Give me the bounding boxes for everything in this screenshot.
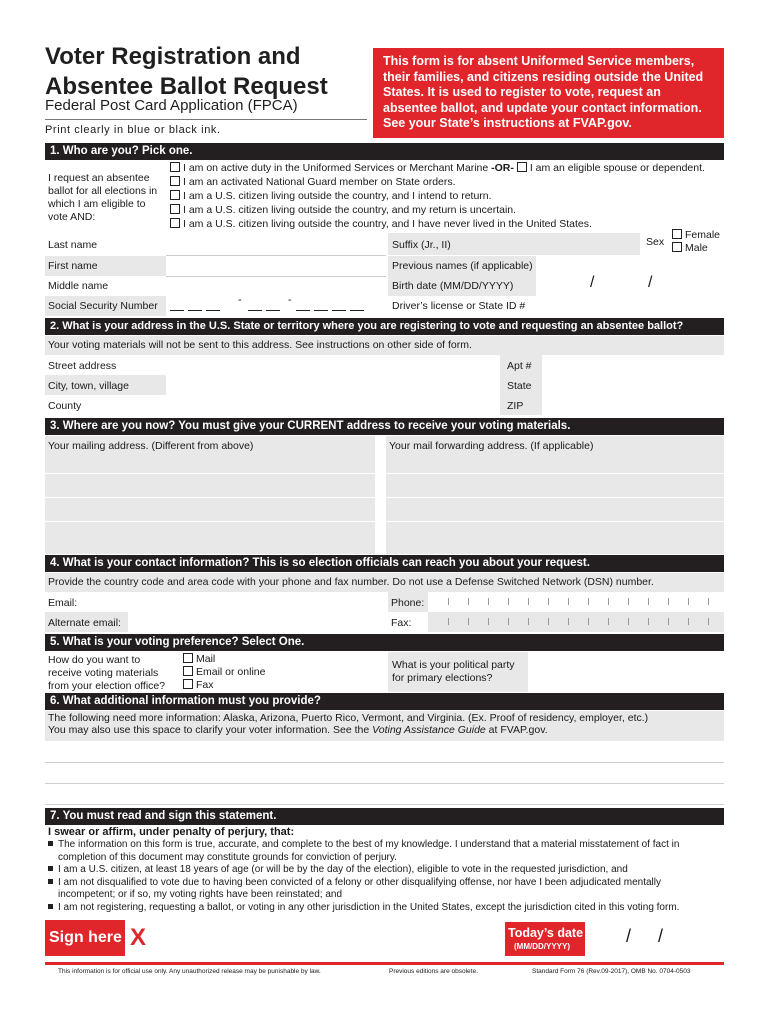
city-input[interactable] [166, 375, 500, 395]
forwarding-line-1 [386, 473, 724, 474]
forwarding-address-box[interactable] [386, 436, 724, 554]
option-row-2 [170, 176, 456, 189]
national-guard-label: I am an activated National Guard member on State orders. [183, 176, 456, 188]
section-6-line-2a: You may also use this space to clarify your voter information. See the [48, 724, 373, 736]
state-label: State [507, 380, 532, 392]
page-title [45, 42, 328, 102]
first-name-input[interactable] [166, 256, 386, 276]
statement-3: I am not disqualified to vote due to having been convicted of a felony or other disqualifying offense, nor have I been adjudicated mentally incompetent; or if so, my voting rights have been reinstated; and [58, 876, 661, 900]
additional-info-line-2 [45, 783, 724, 784]
ssn-digit-4 [248, 310, 262, 311]
license-input[interactable] [536, 296, 724, 316]
ssn-digit-7 [314, 310, 328, 311]
female-option [672, 229, 720, 242]
section-6-line-1: The following need more information: Alaska, Arizona, Puerto Rico, Vermont, and Virginia. (Ex. Proof of residency, employer, etc.) [48, 712, 649, 724]
spouse-checkbox[interactable] [517, 162, 527, 172]
email-label: Email: [48, 597, 78, 609]
section-2-heading: 2. What is your address in the U.S. State or territory where you are registering to vote and requesting an absentee ballot? [45, 318, 724, 335]
return-uncertain-checkbox[interactable] [170, 204, 180, 214]
zip-label: ZIP [507, 400, 524, 412]
statement-item [48, 839, 718, 864]
voting-preference-question: How do you want to receive voting materials from your election office? [48, 654, 166, 692]
male-option [672, 242, 708, 255]
county-input[interactable] [166, 395, 500, 415]
active-duty-label: I am on active duty in the Uniformed Services or Merchant Marine [183, 162, 489, 174]
never-lived-label: I am a U.S. citizen living outside the country, and I have never lived in the United States. [183, 218, 592, 230]
city-label: City, town, village [48, 380, 129, 392]
birth-date-label: Birth date (MM/DD/YYYY) [392, 280, 514, 292]
party-input[interactable] [528, 652, 724, 692]
ssn-digit-5 [266, 310, 280, 311]
mailing-address-box[interactable] [45, 436, 375, 554]
section-6-heading: 6. What additional information must you provide? [45, 693, 724, 710]
section-6-line-2b: at FVAP.gov. [485, 724, 548, 736]
ssn-dash-1: - [238, 294, 242, 306]
statement-item [48, 864, 718, 877]
street-input[interactable] [166, 355, 500, 375]
mail-option [183, 653, 215, 666]
first-name-label: First name [48, 260, 98, 272]
ssn-digit-2 [188, 310, 202, 311]
option-row-1 [170, 162, 730, 175]
date-format-label: (MM/DD/YYYY) [514, 942, 570, 951]
county-label: County [48, 400, 82, 412]
or-text: -OR- [491, 162, 514, 174]
option-row-3 [170, 190, 492, 203]
print-note: Print clearly in blue or black ink. [45, 124, 221, 136]
mail-checkbox[interactable] [183, 653, 193, 663]
fax-label: Fax: [391, 617, 412, 629]
statement-4: I am not registering, requesting a ballot, or voting in any other jurisdiction in the United States, except the jurisdiction cited in this voting form. [58, 901, 680, 913]
section-1-heading: 1. Who are you? Pick one. [45, 143, 724, 160]
voting-assistance-guide: Voting Assistance Guide [372, 724, 486, 736]
email-online-checkbox[interactable] [183, 666, 193, 676]
return-uncertain-label: I am a U.S. citizen living outside the country, and my return is uncertain. [183, 204, 517, 216]
ssn-digit-8 [332, 310, 346, 311]
phone-label: Phone: [391, 597, 425, 609]
title-line-2: Absentee Ballot Request [45, 73, 328, 100]
mail-label: Mail [196, 653, 216, 665]
todays-date-input[interactable] [586, 922, 724, 958]
form-subtitle: Federal Post Card Application (FPCA) [45, 97, 298, 114]
signature-input[interactable] [150, 920, 500, 958]
previous-names-input[interactable] [536, 256, 724, 276]
female-checkbox[interactable] [672, 229, 682, 239]
state-input[interactable] [542, 375, 724, 395]
apt-input[interactable] [542, 355, 724, 375]
ssn-input[interactable] [170, 296, 386, 316]
email-online-option [183, 666, 265, 679]
fax-input[interactable] [428, 612, 724, 632]
forwarding-line-2 [386, 497, 724, 498]
bottom-red-rule [45, 962, 724, 965]
suffix-label: Suffix (Jr., II) [392, 239, 451, 251]
national-guard-checkbox[interactable] [170, 176, 180, 186]
additional-info-input[interactable] [45, 741, 724, 805]
statement-2: I am a U.S. citizen, at least 18 years of age (or will be by the day of the election), eligible to vote in the requested jurisdiction, and [58, 864, 628, 875]
alt-email-input[interactable] [128, 612, 386, 632]
section-7-heading: 7. You must read and sign this statement. [45, 808, 724, 825]
section-5-heading: 5. What is your voting preference? Select One. [45, 634, 724, 651]
option-row-4 [170, 204, 516, 217]
sign-here-label: Sign here [49, 929, 122, 946]
female-label: Female [685, 229, 721, 241]
email-input[interactable] [128, 592, 386, 612]
section-3-heading: 3. Where are you now? You must give your CURRENT address to receive your voting materials. [45, 418, 724, 435]
footer-standard-form: Standard Form 76 (Rev.09-2017), OMB No. 0704-0503 [532, 968, 691, 975]
never-lived-checkbox[interactable] [170, 218, 180, 228]
street-label: Street address [48, 360, 117, 372]
middle-name-label: Middle name [48, 280, 109, 292]
footer-previous-editions: Previous editions are obsolete. [389, 968, 478, 975]
license-label: Driver’s license or State ID # [392, 300, 526, 312]
mailing-line-2 [45, 497, 375, 498]
last-name-label: Last name [48, 239, 98, 251]
mailing-address-label: Your mailing address. (Different from above) [48, 440, 254, 452]
date-slash-1: / [626, 926, 632, 946]
active-duty-checkbox[interactable] [170, 162, 180, 172]
birth-date-input[interactable] [536, 276, 724, 296]
ssn-dash-2: - [288, 294, 292, 306]
date-slash-2: / [658, 926, 664, 946]
last-name-input[interactable] [166, 233, 386, 256]
middle-name-input[interactable] [166, 276, 386, 297]
section-6-line-2 [48, 724, 548, 737]
forwarding-line-3 [386, 521, 724, 522]
phone-input[interactable] [428, 592, 724, 612]
party-question: What is your political party for primary elections? [392, 659, 515, 684]
male-label: Male [685, 242, 708, 254]
fax-checkbox[interactable] [183, 679, 193, 689]
fax-option [183, 679, 214, 692]
footer-official-use: This information is for official use only. Any unauthorized release may be punishable by law. [58, 968, 321, 975]
mailing-line-1 [45, 473, 375, 474]
additional-info-line-1 [45, 762, 724, 763]
fax-option-label: Fax [196, 679, 214, 691]
statement-item [48, 877, 718, 902]
subtitle-divider [45, 119, 367, 120]
ssn-digit-1 [170, 310, 184, 311]
mailing-line-3 [45, 521, 375, 522]
title-line-1: Voter Registration and [45, 43, 301, 70]
section-4-heading: 4. What is your contact information? This is so election officials can reach you about your request. [45, 555, 724, 572]
birth-date-slash-1: / [590, 274, 595, 291]
male-checkbox[interactable] [672, 242, 682, 252]
statement-item [48, 902, 718, 915]
signature-x: X [130, 924, 147, 951]
sex-label: Sex [646, 236, 665, 248]
zip-input[interactable] [542, 395, 724, 415]
spouse-label: I am an eligible spouse or dependent. [529, 162, 705, 174]
statement-1: The information on this form is true, accurate, and complete to the best of my knowledge. I understand that a material misstatement of fact in completion of this document may constitute grounds for conviction of perjury. [58, 839, 680, 863]
forwarding-address-label: Your mail forwarding address. (If applicable) [389, 440, 594, 452]
section-4-note: Provide the country code and area code with your phone and fax number. Do not use a Defense Switched Network (DSN) number. [48, 576, 654, 588]
ssn-digit-9 [350, 310, 364, 311]
additional-info-line-3 [45, 804, 724, 805]
notice-box: This form is for absent Uniformed Service members, their families, and citizens residing outside the United States. It is used to register to vote, request an absentee ballot, and update your contact information. See your State’s instructions at FVAP.gov. [373, 48, 724, 138]
ssn-label: Social Security Number [48, 300, 158, 312]
statement-list [48, 839, 718, 914]
ssn-digit-3 [206, 310, 220, 311]
intend-return-checkbox[interactable] [170, 190, 180, 200]
section-2-note: Your voting materials will not be sent to this address. See instructions on other side of form. [48, 339, 472, 351]
intend-return-label: I am a U.S. citizen living outside the country, and I intend to return. [183, 190, 492, 202]
swear-statement: I swear or affirm, under penalty of perjury, that: [48, 826, 295, 838]
birth-date-slash-2: / [648, 274, 653, 291]
todays-date-label: Today’s date [508, 926, 584, 940]
apt-label: Apt # [507, 360, 532, 372]
ssn-digit-6 [296, 310, 310, 311]
previous-names-label: Previous names (if applicable) [392, 260, 533, 272]
alt-email-label: Alternate email: [48, 617, 121, 629]
section-1-intro: I request an absentee ballot for all elections in which I am eligible to vote AND: [48, 172, 158, 223]
email-online-label: Email or online [196, 666, 266, 678]
option-row-5 [170, 218, 592, 231]
